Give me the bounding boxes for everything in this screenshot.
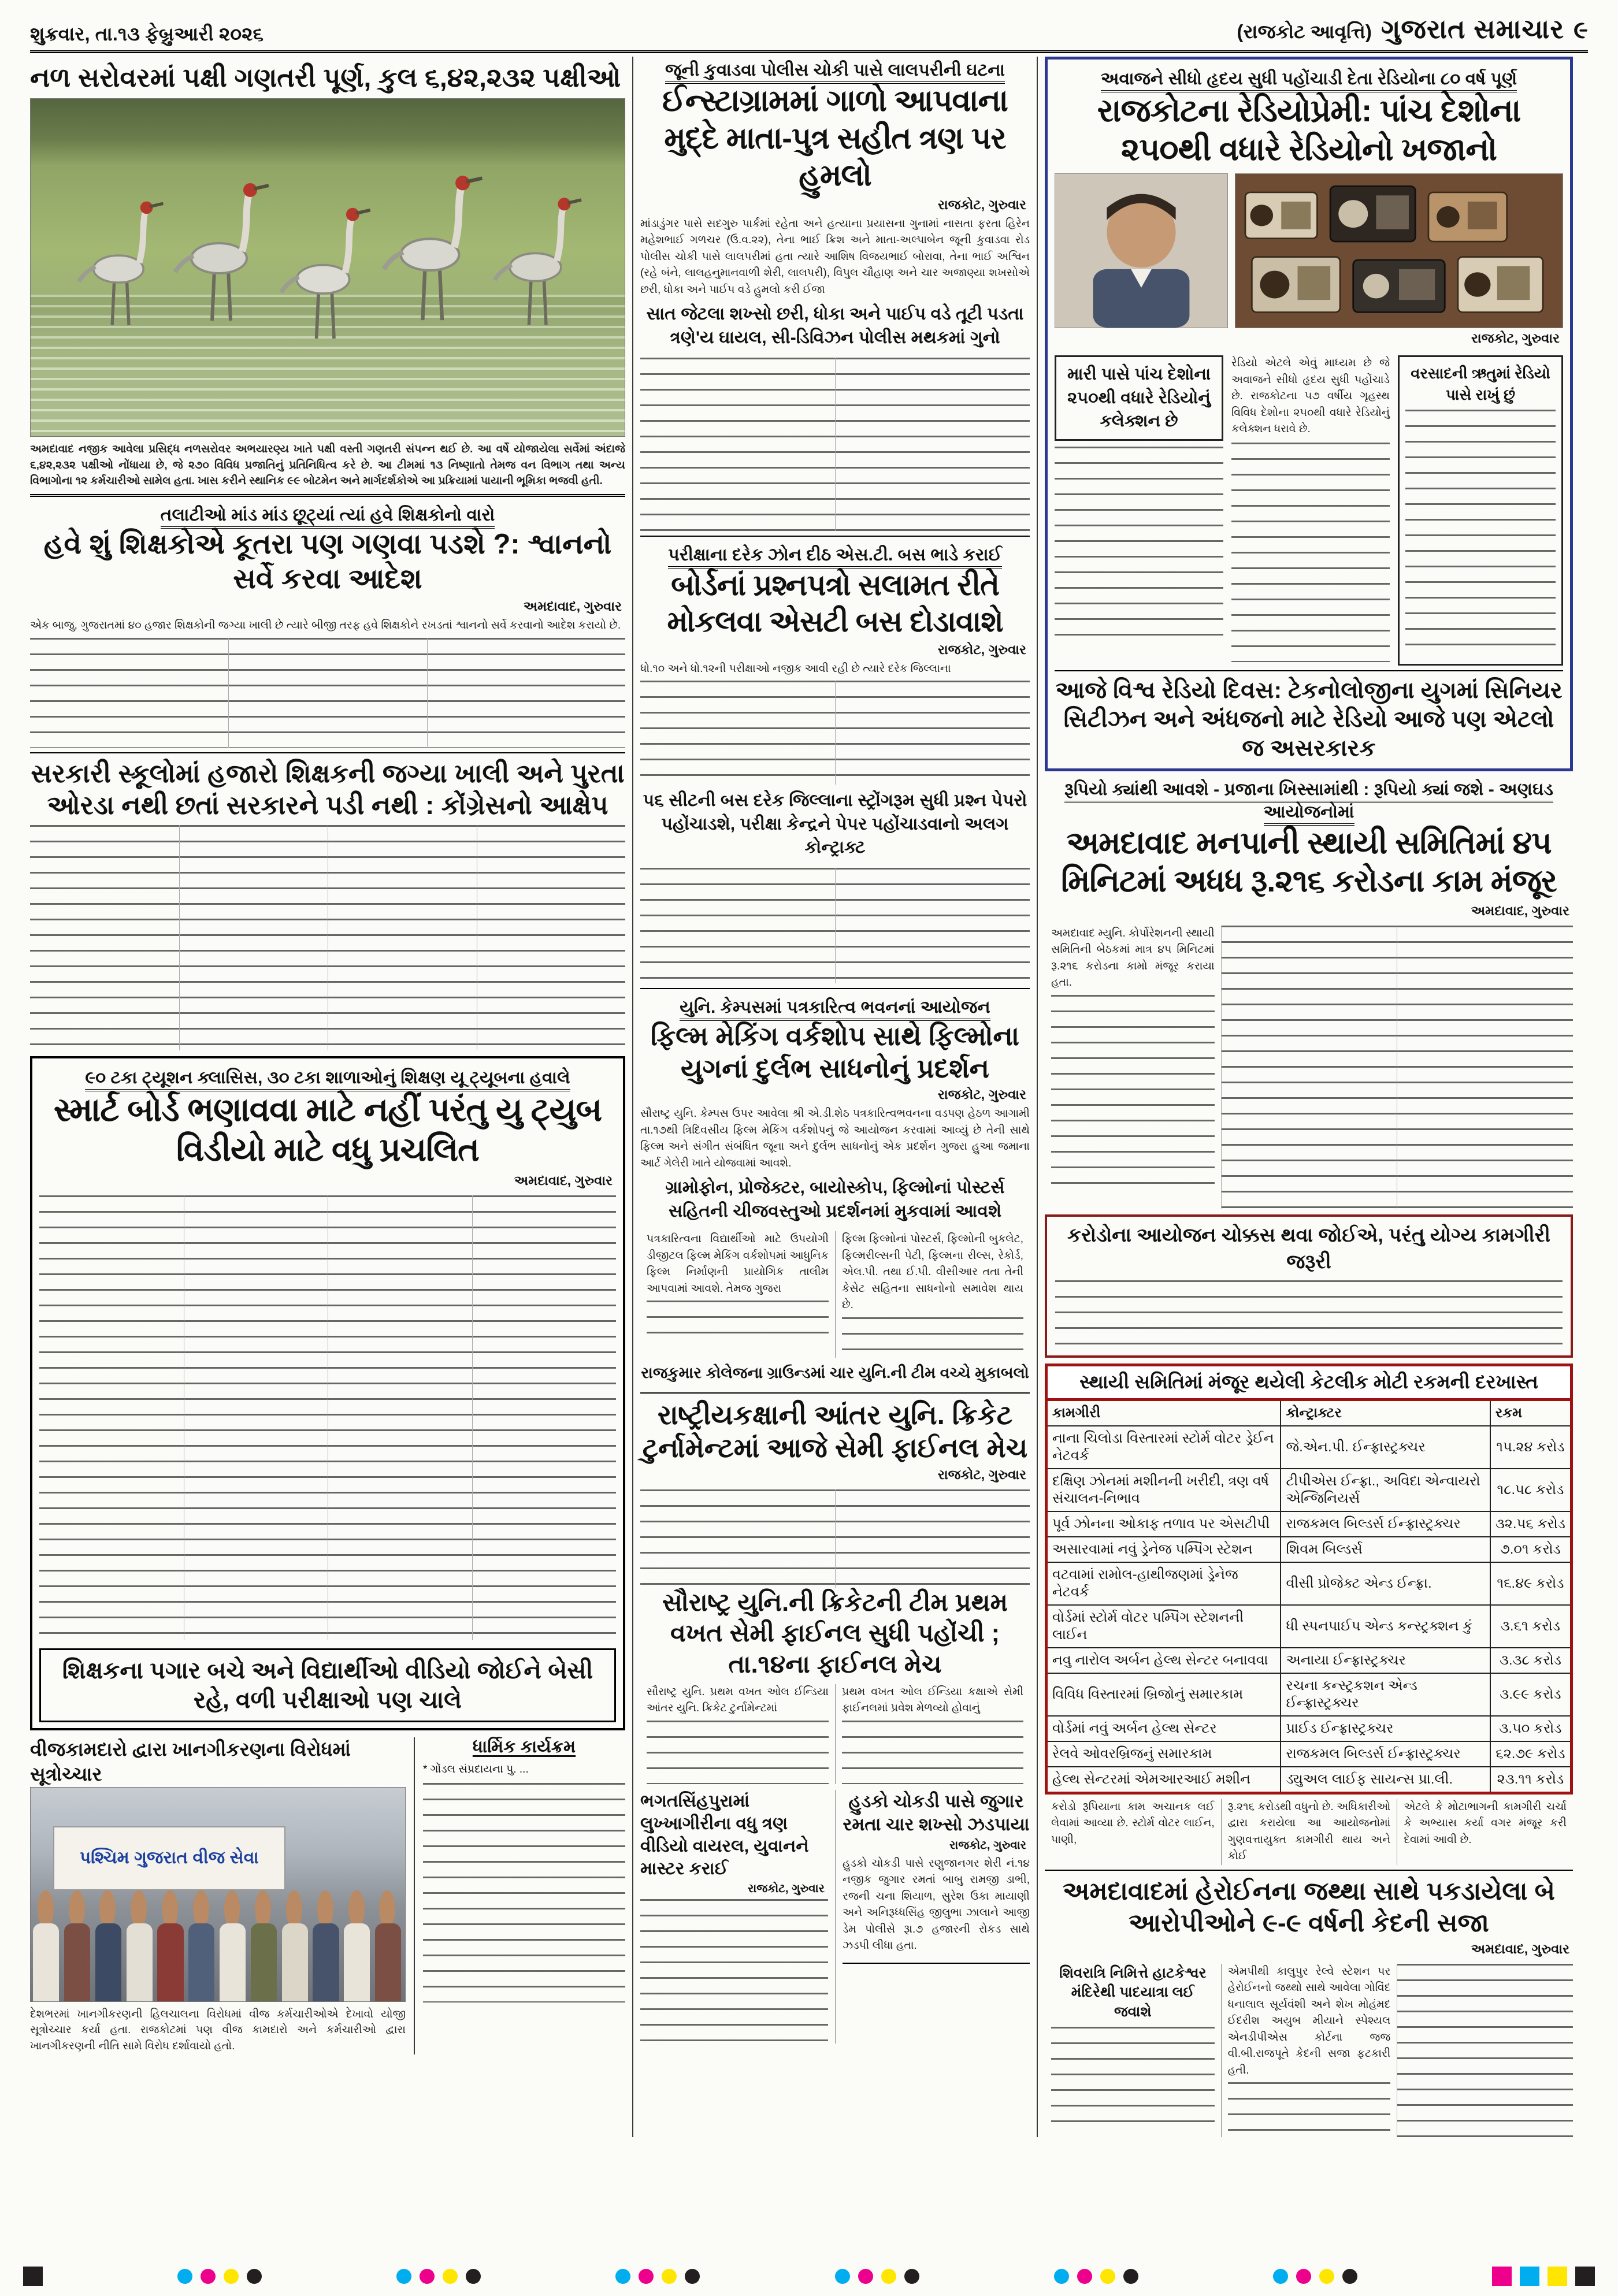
dateline: રાજકોટ, ગુરુવાર	[938, 1087, 1026, 1102]
body-text	[640, 868, 835, 983]
column-left	[30, 57, 632, 2137]
article-youtube-teaching	[30, 1056, 625, 1731]
crane-icon	[482, 183, 589, 336]
body-text	[835, 358, 1030, 531]
headline: હવે શું શિક્ષકોએ કૂતરા પણ ગણવા પડશે ?: શ્વાનનો સર્વે કરવા આદેશ	[43, 528, 612, 595]
lead-paragraph: રેડિયો એટલે એવું માધ્યમ છે જે અવાજને સીધો હૃદય સુધી પહોંચાડે છે. રાજકોટના ૫૭ વર્ષીય ગૃહસ્થ વિવિધ દેશોના ૨૫૦થી વધારે રેડિયોનું કલેક્શન ધરાવે છે.	[1231, 357, 1390, 436]
body-text	[842, 1721, 1023, 1784]
cmyk-dots	[835, 2269, 919, 2284]
cmyk-dots	[1273, 2269, 1357, 2284]
lead-paragraph: સૌરાષ્ટ્ર યુનિ. કેમ્પસ ઉપર આવેલા શ્રી એ.ડી.શેઠ પત્રકારિત્વભવનના વડપણ હેઠળ આગામી તા.૧૭થી ત્રિદિવસીય ફિલ્મ મેકિંગ વર્કશોપનું જે આયોજન કરવામાં આવ્યું છે તેની સાથે ફિલ્મ અને સંગીત સંબંધિત જૂના અને દુર્લભ સાધનોનું એક પ્રદર્શન ગુજરા હુઆ જમાના આર્ટ ગેલેરી ખાતે યોજવામાં આવશે.	[640, 1108, 1030, 1169]
table-row: વટવામાં રામોલ-હાથીજણમાં ડ્રેનેજ નેટવર્ક વીસી પ્રોજેક્ટ એન્ડ ઈન્ફ્રા. ૧૬.૪૯ કરોડ	[1046, 1562, 1572, 1605]
protest-photo	[30, 1787, 406, 2002]
protest-banner: પશ્ચિમ ગુજરાત વીજ સેવા	[53, 1826, 285, 1890]
col-header-contractor: કોન્ટ્રાક્ટર	[1281, 1399, 1490, 1426]
sub-headline: સાત જેટલા શખ્સો છરી, ધોકા અને પાઈપ વડે તૂટી પડતા ત્રણે'ય ઘાયલ, સી-ડિવિઝન પોલીસ મથકમાં ગુનો	[646, 304, 1024, 347]
dateline: રાજકોટ, ગુરુવાર	[938, 641, 1026, 657]
headline: નળ સરોવરમાં પક્ષી ગણતરી પૂર્ણ, કુલ ૬,૪૨,૨૩૨ પક્ષીઓ	[30, 62, 621, 92]
body-right: ફિલ્મ ફિલ્મોનાં પોસ્ટર્સ, ફિલ્મોની બુકલેટ, ફિલ્મરીલ્સની પેટી, ફિલ્મના રીલ્સ, રેકોર્ડ, એલ.પી. તથા ઈ.પી. વીસીઆર તતા તેની કેસેટ સહિતના સાધનોનો સમાવેશ થાય છે.	[842, 1233, 1023, 1312]
edition-name: (રાજકોટ આવૃત્તિ)	[1237, 21, 1372, 42]
article-amc-committee	[1045, 776, 1573, 1865]
kicker: યુનિ. કેમ્પસમાં પત્રકારિત્વ ભવનનાં આયોજન	[680, 998, 990, 1021]
lead-paragraph: માંડાડુંગર પાસે સદગુરુ પાર્કમાં રહેતા અને હત્યાના પ્રયાસના ગુનામાં નાસતા ફરતા હિરેન મહેશભાઈ ગળચર (ઉ.વ.૨૨), તેના ભાઈ ક્રિશ અને માતા-અલ્પાબેન જૂની કુવાડવા રોડ પોલીસ ચોકી પાસે લાલપરીમાં હતા ત્યારે આશિષ વિજયભાઈ બોરાવા, તેના ભાઈ અશ્વિન (રહે બંને, લાલહનુમાનવાળી શેરી, લાલપરી), વિપુલ ચૌહાણ અને ચાર અજાણ્યા શખસોએ છરી, ધોકા અને પાઈપ વડે હુમલો કરી ઈજા	[640, 217, 1030, 296]
dateline: અમદાવાદ, ગુરુવાર	[1471, 1941, 1569, 1956]
body-text	[842, 1317, 1023, 1358]
religious-programs	[414, 1737, 625, 2054]
body-text	[228, 638, 426, 748]
col-header-work: કામગીરી	[1046, 1399, 1281, 1426]
lead-paragraph: ધો.૧૦ અને ધો.૧૨ની પરીક્ષાઓ નજીક આવી રહી છે ત્યારે દરેક જિલ્લાના	[640, 662, 951, 675]
cmyk-dots	[615, 2269, 700, 2284]
print-registration-marks	[23, 2265, 1595, 2288]
crane-icon	[66, 187, 170, 337]
article-film-workshop	[640, 994, 1030, 1388]
table-row: વોર્ડમાં નવું અર્બન હેલ્થ સેન્ટર પ્રાઈડ ઈન્ફ્રાસ્ટ્રક્ચર ૩.૫૦ કરોડ	[1046, 1716, 1572, 1741]
kicker: જૂની કુવાડવા પોલીસ ચોકી પાસે લાલપરીની ઘટના	[665, 61, 1005, 84]
body-text	[640, 1489, 835, 1588]
body-text	[640, 1899, 828, 2044]
body-text	[640, 681, 835, 785]
body-text	[423, 1783, 625, 2003]
table-row: અસારવામાં નવું ડ્રેનેજ પમ્પિંગ સ્ટેશન શિવમ બિલ્ડર્સ ૭.૦૧ કરોડ	[1046, 1537, 1572, 1562]
kicker: રૂપિયો ક્યાંથી આવશે - પ્રજાના ખિસ્સામાંથી : રૂપિયો ક્યાં જશે - અણઘડ આયોજનોમાં	[1064, 780, 1553, 826]
kicker: અવાજને સીધો હૃદય સુધી પહોંચાડી દેતા રેડિયોના ૮૦ વર્ષ પૂર્ણ	[1101, 69, 1517, 92]
body-left: પત્રકારિત્વના વિદ્યાર્થીઓ માટે ઉપયોગી ડીજીટલ ફિલ્મ મેકિંગ વર્કશોપમાં આધુનિક ફિલ્મ નિર્માણની પ્રાયોગિક તાલીમ આપવામાં આવશે. તેમજ ગુજરા	[647, 1233, 829, 1295]
dateline: રાજકોટ, ગુરુવાર	[938, 196, 1026, 212]
registration-square-black	[23, 2267, 43, 2286]
body-text	[1051, 995, 1215, 1186]
section-title: ધાર્મિક કાર્યક્રમ	[472, 1737, 576, 1757]
body-left: સૌરાષ્ટ્ર યુનિ. પ્રથમ વખત ઓલ ઈન્ડિયા આંતર યુનિ. ક્રિકેટ ટુર્નામેન્ટમાં	[647, 1685, 829, 1715]
continuation-col3: એટલે કે મોટાભાગની કામગીરી ચર્ચા કે અભ્યાસ કર્યા વગર મંજૂર કરી દેવામાં આવી છે.	[1397, 1799, 1573, 1865]
approved-works-table	[1045, 1364, 1573, 1795]
sub-headline: ગ્રામોફોન, પ્રોજેક્ટર, બાયોસ્કોપ, ફિલ્મોનાં પોસ્ટર્સ સહિતની ચીજવસ્તુઓ પ્રદર્શનમાં મુકવામાં આવશે	[665, 1178, 1005, 1221]
note-headline: કરોડોના આયોજન ચોક્કસ થવા જોઈએ, પરંતુ યોગ્ય કામગીરી જરૂરી	[1067, 1224, 1550, 1273]
table-title: સ્થાયી સમિતિમાં મંજૂર થયેલી કેટલીક મોટી રકમની દરખાસ્ત	[1045, 1364, 1573, 1398]
body-text	[427, 638, 625, 748]
headline: હુડકો ચોકડી પાસે જુગાર રમતા ચાર શખ્સો ઝડપાયા	[843, 1790, 1030, 1835]
body-text	[835, 868, 1030, 983]
table-row: વિવિધ વિસ્તારમાં બ્રિજોનું સમારકામ રચના કન્સ્ટ્રકશન એન્ડ ઈન્ફ્રાસ્ટ્રક્ચર ૩.૯૯ કરોડ	[1046, 1673, 1572, 1716]
table-row: દક્ષિણ ઝોનમાં મશીનની ખરીદી, ત્રણ વર્ષ સંચાલન-નિભાવ ટીપીએસ ઈન્ફ્રા., અવિદા એન્વાયરો એન્જિનિયર્સ ૧૮.૫૮ કરોડ	[1046, 1469, 1572, 1511]
edition-date: શુક્રવાર, તા.૧૩ ફેબ્રુઆરી ૨૦૨૬	[30, 23, 264, 44]
registration-squares-right	[1492, 2267, 1595, 2286]
table-row: પૂર્વ ઝોનના ઓકાફ તળાવ પર એસટીપી રાજકમલ બિલ્ડર્સ ઈન્ફ્રાસ્ટ્રક્ચર ૩૨.૫૬ કરોડ	[1046, 1511, 1572, 1537]
table-row: નાના ચિલોડા વિસ્તારમાં સ્ટોર્મ વોટર ડ્રેઈન નેટવર્ક જે.એન.પી. ઈન્ફ્રાસ્ટ્રક્ચર ૧૫.૨૪ કરોડ	[1046, 1426, 1572, 1469]
body-text	[1397, 926, 1573, 1209]
dateline: રાજકોટ, ગુરુવાર	[1471, 330, 1560, 346]
article-schools	[30, 758, 625, 1050]
headline: સૌરાષ્ટ્ર યુનિ.ની ક્રિકેટની ટીમ પ્રથમ વખત સેમી ફાઈનલ સુધી પહોંચી ; તા.૧૪ના ફાઈનલ મેચ	[662, 1588, 1008, 1679]
crowd	[31, 1890, 405, 2001]
body-text	[640, 358, 835, 531]
article-cricket-reached-semi	[640, 1588, 1030, 1784]
body-text	[39, 1195, 184, 1640]
headline: સરકારી સ્કૂલોમાં હજારો શિક્ષકની જગ્યા ખાલી અને પુરતા ઓરડા નથી છતાં સરકારને પડી નથી : કોંગ્રેસનો આક્ષેપ	[31, 758, 625, 820]
page-number: ૯	[1574, 16, 1588, 43]
cmyk-dots	[177, 2269, 262, 2284]
body-right: પ્રથમ વખત ઓલ ઈન્ડિયા કક્ષાએ સેમી ફાઈનલમાં પ્રવેશ મેળવ્યો હોવાનું	[842, 1685, 1023, 1715]
article-dog-survey	[30, 501, 625, 748]
dateline: રાજકોટ, ગુરુવાર	[748, 1882, 825, 1895]
side-quote-title: વરસાદની ઋતુમાં રેડિયો પાસે રાખું છું	[1411, 365, 1550, 403]
article-bird-census	[30, 57, 625, 489]
dateline: અમદાવાદ, ગુરુવાર	[514, 1172, 613, 1188]
sub-headline: શિક્ષકના પગાર બચે અને વિદ્યાર્થીઓ વીડિયો જોઈને બેસી રહે, વળી પરીક્ષાઓ પણ ચાલે	[62, 1656, 593, 1713]
article-bhagatsinhpura	[640, 1790, 835, 2044]
column-middle	[632, 57, 1038, 2137]
sub-headline: પ૬ સીટની બસ દરેક જિલ્લાના સ્ટ્રોંગરૂમ સુધી પ્રશ્ન પેપરો પહોંચાડશે, પરીક્ષા કેન્દ્રને પેપર પહોંચાડવાનો અલગ કોન્ટ્રાક્ટ	[643, 791, 1027, 857]
body-text	[1051, 2027, 1215, 2131]
table-row: વોર્ડમાં સ્ટોર્મ વોટર પમ્પિંગ સ્ટેશનની લાઈન ધી સ્પનપાઈપ એન્ડ કન્સ્ટ્રક્શન કું ૩.૬૧ કરોડ	[1046, 1605, 1572, 1648]
inner-highlight-box	[39, 1648, 616, 1723]
headline: ફિલ્મ મેકિંગ વર્કશોપ સાથે ફિલ્મોના યુગનાં દુર્લભ સાધનોનું પ્રદર્શન	[650, 1020, 1020, 1084]
bold-line: રાજકુમાર કોલેજના ગ્રાઉન્ડમાં ચાર યુનિ.ની ટીમ વચ્ચે મુકાબલો	[641, 1364, 1029, 1381]
body-text	[477, 825, 626, 1050]
dateline: અમદાવાદ, ગુરુવાર	[523, 599, 622, 614]
lead-paragraph: હુડકો ચોકડી પાસે રણુજાનગર શેરી નં.૧૪ નજીક જુગાર રમતાં બાબુ રામજી ડાભી, રજની ચના શિયાળ, સુરેશ ઉકા માયાણી અને અનિરૂધ્ધસિંહ જીલુભા ઝાલાને આજી ડેમ પોલીસે રૂા.૭ હજારની રોકડ સાથે ઝડપી લીધા હતા.	[843, 1857, 1030, 1952]
table-row: નવુ નારોલ અર્બન હેલ્થ સેન્ટર બનાવવા અનાયા ઈન્ફ્રાસ્ટ્રક્ચર ૩.૩૮ કરોડ	[1046, 1648, 1572, 1673]
kicker: તલાટીઓ માંડ માંડ છૂટ્યાં ત્યાં હવે શિક્ષકોનો વારો	[161, 506, 495, 529]
article-st-bus	[640, 541, 1030, 983]
cmyk-dots	[396, 2269, 481, 2284]
body-text	[835, 1489, 1030, 1588]
crane-icon	[161, 166, 277, 334]
sub-headline: શિવરાત્રિ નિમિત્તે હાટકેશ્વર મંદિરેથી પાદયાત્રા લઈ જવાશે	[1059, 1964, 1207, 2020]
kicker: ૯૦ ટકા ટ્યૂશન ક્લાસિસ, ૩૦ ટકા શાળાઓનું શિક્ષણ યૂ ટ્યૂબના હવાલે	[85, 1068, 570, 1091]
body-text	[472, 1195, 617, 1640]
headline-radio-day: આજે વિશ્વ રેડિયો દિવસ: ટેકનોલોજીના યુગમાં સિનિયર સિટીઝન અને અંધજનો માટે રેડિયો આજે પણ એટલો જ અસરકારક	[1055, 677, 1563, 761]
headline: રાષ્ટ્રીયકક્ષાની આંતર યુનિ. ક્રિકેટ ટુર્નામેન્ટમાં આજે સેમી ફાઈનલ મેચ	[642, 1399, 1028, 1463]
crane-icon	[369, 159, 491, 333]
body-text	[647, 1301, 829, 1341]
headline: ઈન્સ્ટાગ્રામમાં ગાળો આપવાના મુદ્દે માતા-પુત્ર સહીત ત્રણ પર હુમલો	[662, 84, 1008, 193]
side-quote-box	[1398, 355, 1563, 666]
radios-art	[1235, 174, 1563, 328]
headline: અમદાવાદમાં હેરોઈનના જથ્થા સાથે પકડાયેલા બે આરોપીઓને ૯-૯ વર્ષની કેદની સજા	[1063, 1877, 1555, 1937]
body-text	[1055, 1280, 1563, 1350]
dateline: રાજકોટ, ગુરુવાર	[938, 1466, 1026, 1482]
dateline: અમદાવાદ, ગુરુવાર	[1471, 902, 1569, 918]
body-text	[1405, 410, 1556, 658]
body-text	[179, 825, 328, 1050]
article-huddko-gambling	[835, 1790, 1030, 2044]
headline: બોર્ડનાં પ્રશ્નપત્રો સલામત રીતે મોકલવા એસટી બસ દોડાવાશે	[667, 569, 1003, 638]
headline: રાજકોટના રેડિયોપ્રેમી: પાંચ દેશોના ૨૫૦થી વધારે રેડિયોનો ખજાનો	[1097, 92, 1521, 168]
table-row: હેલ્થ સેન્ટરમાં એમઆરઆઈ મશીન ડ્યુઅલ લાઈફ સાયન્સ પ્રા.લી. ૨૩.૧૧ કરોડ	[1046, 1767, 1572, 1793]
headline: સ્માર્ટ બોર્ડ ભણાવવા માટે નહીં પરંતુ યુ ટ્યુબ વિડીયો માટે વધુ પ્રચલિત	[53, 1091, 602, 1169]
article-protest	[30, 1737, 406, 2054]
cranes-photo	[30, 98, 625, 437]
photo-caption: દેશભરમાં ખાનગીકરણની હિલચાલના વિરોધમાં વીજ કર્મચારીઓએ દેખાવો યોજી સૂત્રોચ્ચાર કર્યા હતા. રાજકોટમાં પણ વીજ કામદારો અને કર્મચારીઓ દ્વારા ખાનગીકરણની નીતિ સામે વિરોધ દર્શાવાયો હતો.	[30, 2008, 406, 2052]
body-text	[835, 681, 1030, 785]
body-text	[30, 825, 179, 1050]
article-cricket-semifinal	[640, 1398, 1030, 1588]
article-heroin-sentence	[1045, 1875, 1573, 2137]
body-text	[1397, 1964, 1573, 2137]
lead-paragraph: અમદાવાદ મ્યુનિ. કોર્પોરેશનની સ્થાયી સમિતિની બેઠકમાં માત્ર ૪૫ મિનિટમાં રૂ.૨૧૬ કરોડના કામો મંજૂર કરાયા હતા.	[1051, 927, 1215, 989]
collector-portrait-photo	[1055, 173, 1228, 328]
headline: વીજકામદારો દ્વારા ખાનગીકરણના વિરોધમાં સૂત્રોચ્ચાર	[30, 1738, 351, 1785]
lead-paragraph: એક બાજુ, ગુજરાતમાં ૪૦ હજાર શિક્ષકોની જગ્યા ખાલી છે ત્યારે બીજી તરફ હવે શિક્ષકોને રખડતાં શ્વાનનો સર્વે કરવાનો આદેશ કરાયો છે.	[30, 619, 621, 632]
dateline: રાજકોટ, ગુરુવાર	[949, 1838, 1026, 1852]
body-text	[1221, 926, 1397, 1209]
body-text	[1231, 443, 1390, 662]
bottom-middle-section	[640, 1790, 1030, 2044]
photo-caption: અમદાવાદ નજીક આવેલા પ્રસિદ્ધ નળસરોવર અભયારણ્ય ખાતે પક્ષી વસ્તી ગણતરી સંપન્ન થઈ છે. આ વર્ષે યોજાયેલા સર્વેમાં અંદાજે ૬,૪૨,૨૩૨ પક્ષીઓ નોંધાયા છે, જે ૨૭૦ વિવિધ પ્રજાતિનું પ્રતિનિધિત્વ કરે છે. આ ટીમમાં ૧૩ નિષ્ણાતો તેમજ વન વિભાગ તથા અન્ય વિભાગોના ૧૨ કર્મચારીઓ સામેલ હતા. ખાસ કરીને સ્થાનિક ૯૯ બોટમેન અને માર્ગદર્શકોએ આ પ્રક્રિયામાં પાયાની ભૂમિકા ભજવી હતી.	[30, 443, 625, 488]
kicker: પરીક્ષાના દરેક ઝોન દીઠ એસ.ટી. બસ ભાડે કરાઈ	[668, 545, 1002, 569]
lead-paragraph: એમપીથી કાલુપુર રેલ્વે સ્ટેશન પર હેરોઈનનો જથ્થો સાથે આવેલા ગોવિંદ ધનાલાલ સૂર્યવંશી અને શેખ મોહંમદ ઈદરીશ અયુબ મીયાને સ્પેશ્યલ એનડીપીએસ કોર્ટના જજ વી.બી.રાજપૂતે કેદની સજા ફટકારી હતી.	[1227, 1965, 1391, 2076]
masthead	[30, 0, 1588, 53]
body-text	[647, 1721, 829, 1784]
article-instagram-attack	[640, 57, 1030, 531]
table-row: રેલવે ઓવરબ્રિજનું સમારકામ રાજકમલ બિલ્ડર્સ ઈન્ફ્રાસ્ટ્રક્ચર ૬૨.૭૯ કરોડ	[1046, 1741, 1572, 1767]
column-right	[1038, 57, 1573, 2137]
note-box	[1045, 1214, 1573, 1358]
crane-icon	[268, 194, 378, 350]
pull-quote: મારી પાસે પાંચ દેશોના ૨૫૦થી વધારે રેડિયોનું કલેક્શન છે	[1055, 355, 1223, 441]
continuation-col1: કરોડો રૂપિયાના કામ અચાનક લઈ લેવામાં આવ્યા છે. સ્ટોર્મ વોટર લાઈન, પાણી,	[1051, 1800, 1215, 1846]
radio-collection-photo	[1235, 173, 1563, 328]
headline: અમદાવાદ મનપાની સ્થાયી સમિતિમાં ૪૫ મિનિટમાં અધધ રૂ.૨૧૬ કરોડના કામ મંજૂર	[1061, 825, 1557, 898]
portrait-art	[1055, 174, 1227, 328]
col-header-amount: રકમ	[1490, 1399, 1572, 1426]
article-radio-collector	[1045, 57, 1573, 771]
cmyk-dots	[1054, 2269, 1138, 2284]
paper-name: ગુજરાત સમાચાર	[1381, 14, 1565, 44]
religious-item: * ગોંડલ સંપ્રદાયના પુ. ...	[423, 1763, 529, 1776]
body-text	[184, 1195, 328, 1640]
body-text	[1055, 447, 1223, 637]
body-text	[328, 825, 477, 1050]
continuation-col2: રૂ.૨૧૬ કરોડથી વધુનો છે. અધિકારીઓ દ્વારા કરાયેલા આ આયોજનોમાં ગુણવત્તાયુક્ત કામગીરી થાય અને કોઈ	[1221, 1799, 1397, 1865]
body-text	[30, 638, 228, 748]
headline: ભગતસિંહપુરામાં લુખ્ખાગીરીના વધુ ત્રણ વીડિયો વાયરલ, યુવાનને માસ્ટર કરાઈ	[640, 1791, 809, 1878]
body-text	[1228, 2082, 1391, 2134]
body-text	[328, 1195, 472, 1640]
bottom-left-section	[30, 1737, 625, 2054]
